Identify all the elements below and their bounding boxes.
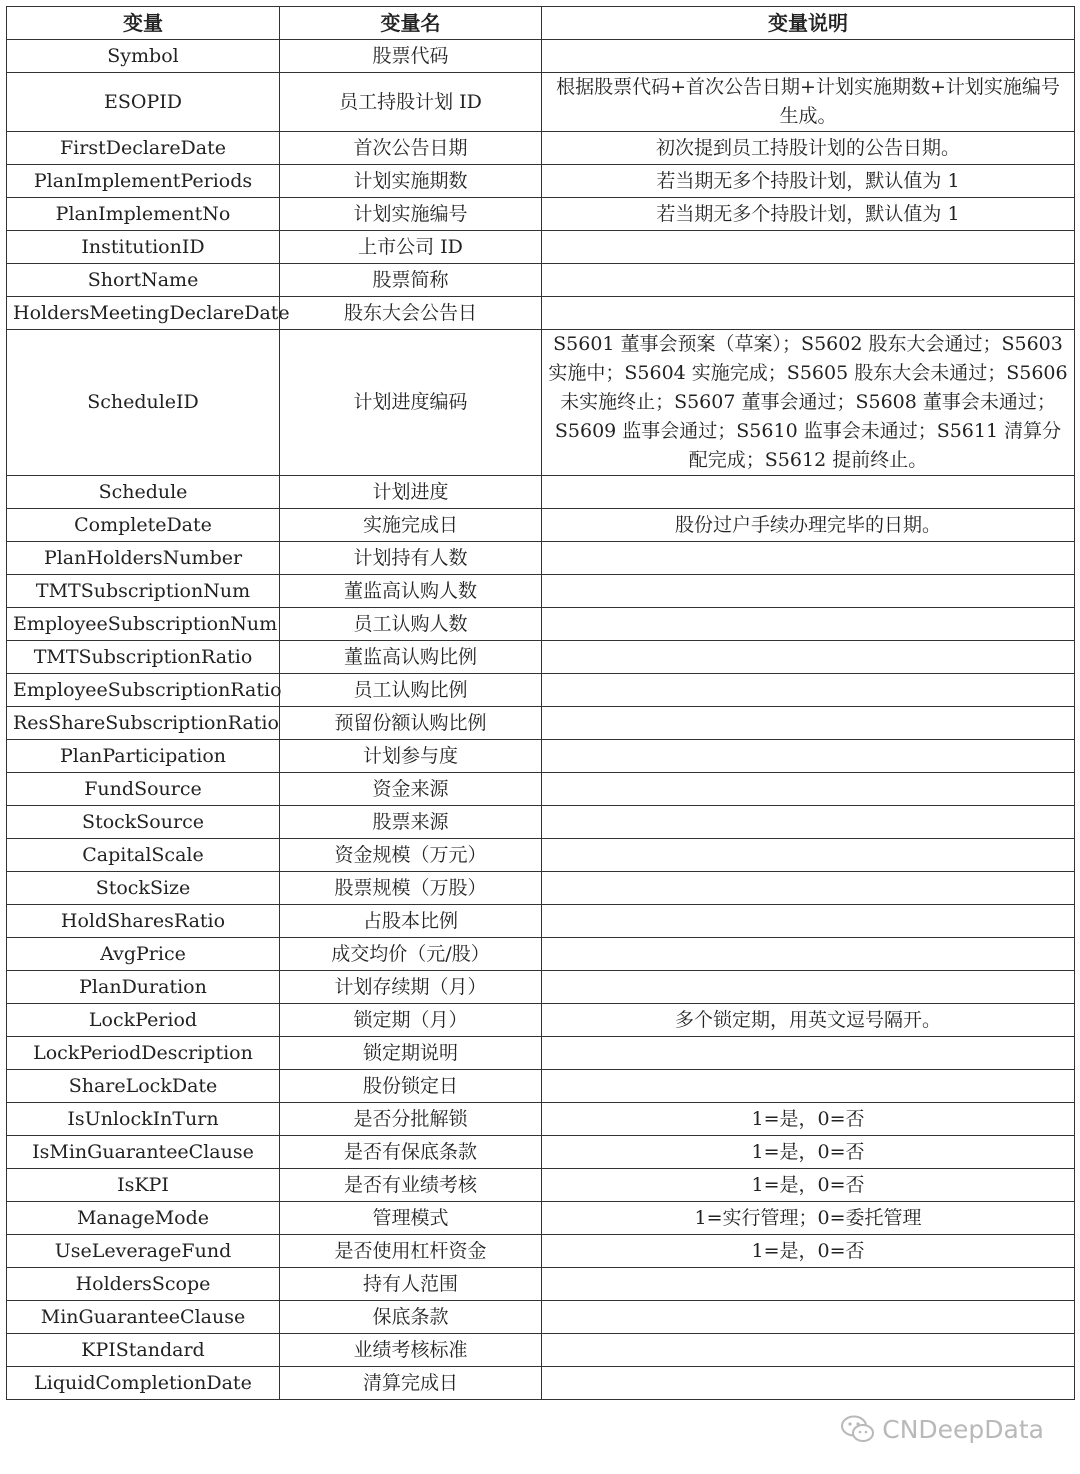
table-row bbox=[7, 1268, 1075, 1301]
table-row bbox=[7, 740, 1075, 773]
cell-variable-name: 首次公告日期 bbox=[280, 132, 542, 165]
cell-variable: EmployeeSubscriptionNum bbox=[7, 608, 280, 641]
table-row bbox=[7, 674, 1075, 707]
cell-variable-name: 占股本比例 bbox=[280, 905, 542, 938]
cell-variable: FundSource bbox=[7, 773, 280, 806]
cell-description: 1=是，0=否 bbox=[542, 1169, 1075, 1202]
cell-variable-name: 是否分批解锁 bbox=[280, 1103, 542, 1136]
table-row bbox=[7, 773, 1075, 806]
cell-description bbox=[542, 608, 1075, 641]
cell-variable-name: 计划参与度 bbox=[280, 740, 542, 773]
cell-variable: StockSize bbox=[7, 872, 280, 905]
cell-variable-name: 计划进度 bbox=[280, 476, 542, 509]
cell-variable-name: 计划实施编号 bbox=[280, 198, 542, 231]
cell-variable: EmployeeSubscriptionRatio bbox=[7, 674, 280, 707]
variable-table bbox=[6, 6, 1075, 1400]
cell-variable-name: 清算完成日 bbox=[280, 1367, 542, 1400]
cell-description bbox=[542, 806, 1075, 839]
cell-variable-name: 股东大会公告日 bbox=[280, 297, 542, 330]
table-row bbox=[7, 1169, 1075, 1202]
cell-description: 1=是，0=否 bbox=[542, 1103, 1075, 1136]
cell-variable-name: 员工认购比例 bbox=[280, 674, 542, 707]
cell-description bbox=[542, 872, 1075, 905]
table-body bbox=[7, 40, 1075, 1400]
cell-description bbox=[542, 971, 1075, 1004]
cell-variable: PlanHoldersNumber bbox=[7, 542, 280, 575]
cell-variable: ScheduleID bbox=[7, 330, 280, 476]
cell-variable-name: 上市公司 ID bbox=[280, 231, 542, 264]
header-variable: 变量 bbox=[7, 7, 280, 40]
cell-variable: ManageMode bbox=[7, 1202, 280, 1235]
cell-description bbox=[542, 1367, 1075, 1400]
table-row bbox=[7, 575, 1075, 608]
cell-variable: InstitutionID bbox=[7, 231, 280, 264]
cell-variable-name: 管理模式 bbox=[280, 1202, 542, 1235]
table-row bbox=[7, 1070, 1075, 1103]
cell-description: 1=实行管理；0=委托管理 bbox=[542, 1202, 1075, 1235]
cell-description bbox=[542, 575, 1075, 608]
cell-variable: UseLeverageFund bbox=[7, 1235, 280, 1268]
cell-description bbox=[542, 40, 1075, 73]
cell-variable-name: 是否有保底条款 bbox=[280, 1136, 542, 1169]
cell-variable-name: 锁定期说明 bbox=[280, 1037, 542, 1070]
cell-variable: IsKPI bbox=[7, 1169, 280, 1202]
cell-variable: ResShareSubscriptionRatio bbox=[7, 707, 280, 740]
table-header-row bbox=[7, 7, 1075, 40]
cell-description bbox=[542, 707, 1075, 740]
cell-variable-name: 资金来源 bbox=[280, 773, 542, 806]
table-row bbox=[7, 1202, 1075, 1235]
cell-description bbox=[542, 839, 1075, 872]
table-row bbox=[7, 872, 1075, 905]
cell-variable-name: 业绩考核标准 bbox=[280, 1334, 542, 1367]
cell-variable: ShortName bbox=[7, 264, 280, 297]
table-row bbox=[7, 542, 1075, 575]
cell-variable-name: 预留份额认购比例 bbox=[280, 707, 542, 740]
cell-variable: FirstDeclareDate bbox=[7, 132, 280, 165]
cell-variable-name: 股票代码 bbox=[280, 40, 542, 73]
cell-description bbox=[542, 231, 1075, 264]
cell-variable: KPIStandard bbox=[7, 1334, 280, 1367]
table-row bbox=[7, 938, 1075, 971]
cell-variable: HoldSharesRatio bbox=[7, 905, 280, 938]
table-row bbox=[7, 1235, 1075, 1268]
cell-variable-name: 股份锁定日 bbox=[280, 1070, 542, 1103]
cell-variable: Schedule bbox=[7, 476, 280, 509]
cell-variable-name: 计划持有人数 bbox=[280, 542, 542, 575]
cell-description bbox=[542, 1070, 1075, 1103]
cell-variable: CapitalScale bbox=[7, 839, 280, 872]
cell-variable: TMTSubscriptionNum bbox=[7, 575, 280, 608]
cell-description bbox=[542, 1334, 1075, 1367]
wechat-icon bbox=[840, 1414, 876, 1444]
table-row bbox=[7, 73, 1075, 132]
cell-variable-name: 实施完成日 bbox=[280, 509, 542, 542]
cell-description bbox=[542, 1268, 1075, 1301]
cell-description: 若当期无多个持股计划，默认值为 1 bbox=[542, 165, 1075, 198]
cell-variable-name: 成交均价（元/股） bbox=[280, 938, 542, 971]
cell-variable: ESOPID bbox=[7, 73, 280, 132]
table-row bbox=[7, 1103, 1075, 1136]
table-row bbox=[7, 971, 1075, 1004]
cell-variable: LockPeriodDescription bbox=[7, 1037, 280, 1070]
cell-description bbox=[542, 1037, 1075, 1070]
cell-description bbox=[542, 476, 1075, 509]
cell-variable-name: 股票规模（万股） bbox=[280, 872, 542, 905]
table-row bbox=[7, 231, 1075, 264]
cell-description: 若当期无多个持股计划，默认值为 1 bbox=[542, 198, 1075, 231]
cell-description bbox=[542, 905, 1075, 938]
cell-description: 1=是，0=否 bbox=[542, 1136, 1075, 1169]
cell-description: 初次提到员工持股计划的公告日期。 bbox=[542, 132, 1075, 165]
cell-variable: IsUnlockInTurn bbox=[7, 1103, 280, 1136]
table-row bbox=[7, 297, 1075, 330]
table-row bbox=[7, 132, 1075, 165]
cell-description: 根据股票代码+首次公告日期+计划实施期数+计划实施编号生成。 bbox=[542, 73, 1075, 132]
header-variable-description: 变量说明 bbox=[542, 7, 1075, 40]
cell-variable-name: 锁定期（月） bbox=[280, 1004, 542, 1037]
cell-variable: PlanDuration bbox=[7, 971, 280, 1004]
table-row bbox=[7, 839, 1075, 872]
cell-variable: LiquidCompletionDate bbox=[7, 1367, 280, 1400]
cell-variable: HoldersMeetingDeclareDate bbox=[7, 297, 280, 330]
cell-variable-name: 员工认购人数 bbox=[280, 608, 542, 641]
cell-variable-name: 计划实施期数 bbox=[280, 165, 542, 198]
table-row bbox=[7, 1301, 1075, 1334]
header-variable-name: 变量名 bbox=[280, 7, 542, 40]
table-row bbox=[7, 1037, 1075, 1070]
cell-variable-name: 保底条款 bbox=[280, 1301, 542, 1334]
cell-description bbox=[542, 297, 1075, 330]
cell-variable-name: 持有人范围 bbox=[280, 1268, 542, 1301]
cell-description bbox=[542, 773, 1075, 806]
cell-variable: CompleteDate bbox=[7, 509, 280, 542]
table-row bbox=[7, 509, 1075, 542]
cell-variable-name: 资金规模（万元） bbox=[280, 839, 542, 872]
cell-variable: ShareLockDate bbox=[7, 1070, 280, 1103]
table-row bbox=[7, 806, 1075, 839]
table-row bbox=[7, 641, 1075, 674]
watermark-text: CNDeepData bbox=[882, 1414, 1044, 1444]
table-row bbox=[7, 1367, 1075, 1400]
cell-variable-name: 计划进度编码 bbox=[280, 330, 542, 476]
cell-description bbox=[542, 1301, 1075, 1334]
cell-description bbox=[542, 264, 1075, 297]
table-row bbox=[7, 707, 1075, 740]
cell-variable: PlanParticipation bbox=[7, 740, 280, 773]
cell-variable-name: 股票简称 bbox=[280, 264, 542, 297]
cell-variable: IsMinGuaranteeClause bbox=[7, 1136, 280, 1169]
cell-description: 1=是，0=否 bbox=[542, 1235, 1075, 1268]
cell-variable-name: 是否有业绩考核 bbox=[280, 1169, 542, 1202]
cell-description bbox=[542, 542, 1075, 575]
table-row bbox=[7, 330, 1075, 476]
cell-description: S5601 董事会预案（草案）；S5602 股东大会通过；S5603 实施中；S5604 实施完成；S5605 股东大会未通过；S5606 未实施终止；S5607 董事会通过；S5608 董事会未通过；S5609 监事会通过；S5610 监事会未通过；S5611 清算分配完成；S5612 提前终止。 bbox=[542, 330, 1075, 476]
cell-variable: LockPeriod bbox=[7, 1004, 280, 1037]
table-row bbox=[7, 40, 1075, 73]
watermark bbox=[840, 1414, 1044, 1444]
table-row bbox=[7, 1136, 1075, 1169]
cell-description bbox=[542, 938, 1075, 971]
cell-variable-name: 计划存续期（月） bbox=[280, 971, 542, 1004]
cell-variable: PlanImplementNo bbox=[7, 198, 280, 231]
cell-variable: HoldersScope bbox=[7, 1268, 280, 1301]
cell-description: 多个锁定期，用英文逗号隔开。 bbox=[542, 1004, 1075, 1037]
cell-variable: Symbol bbox=[7, 40, 280, 73]
cell-variable: AvgPrice bbox=[7, 938, 280, 971]
cell-description bbox=[542, 740, 1075, 773]
table-row bbox=[7, 1334, 1075, 1367]
cell-variable-name: 员工持股计划 ID bbox=[280, 73, 542, 132]
cell-variable-name: 是否使用杠杆资金 bbox=[280, 1235, 542, 1268]
table-row bbox=[7, 1004, 1075, 1037]
table-row bbox=[7, 165, 1075, 198]
cell-variable: StockSource bbox=[7, 806, 280, 839]
table-row bbox=[7, 608, 1075, 641]
cell-variable-name: 董监高认购比例 bbox=[280, 641, 542, 674]
cell-variable: PlanImplementPeriods bbox=[7, 165, 280, 198]
cell-variable: MinGuaranteeClause bbox=[7, 1301, 280, 1334]
cell-variable-name: 董监高认购人数 bbox=[280, 575, 542, 608]
table-row bbox=[7, 264, 1075, 297]
table-row bbox=[7, 476, 1075, 509]
table-row bbox=[7, 198, 1075, 231]
cell-description bbox=[542, 674, 1075, 707]
cell-variable-name: 股票来源 bbox=[280, 806, 542, 839]
cell-variable: TMTSubscriptionRatio bbox=[7, 641, 280, 674]
cell-description bbox=[542, 641, 1075, 674]
cell-description: 股份过户手续办理完毕的日期。 bbox=[542, 509, 1075, 542]
table-row bbox=[7, 905, 1075, 938]
